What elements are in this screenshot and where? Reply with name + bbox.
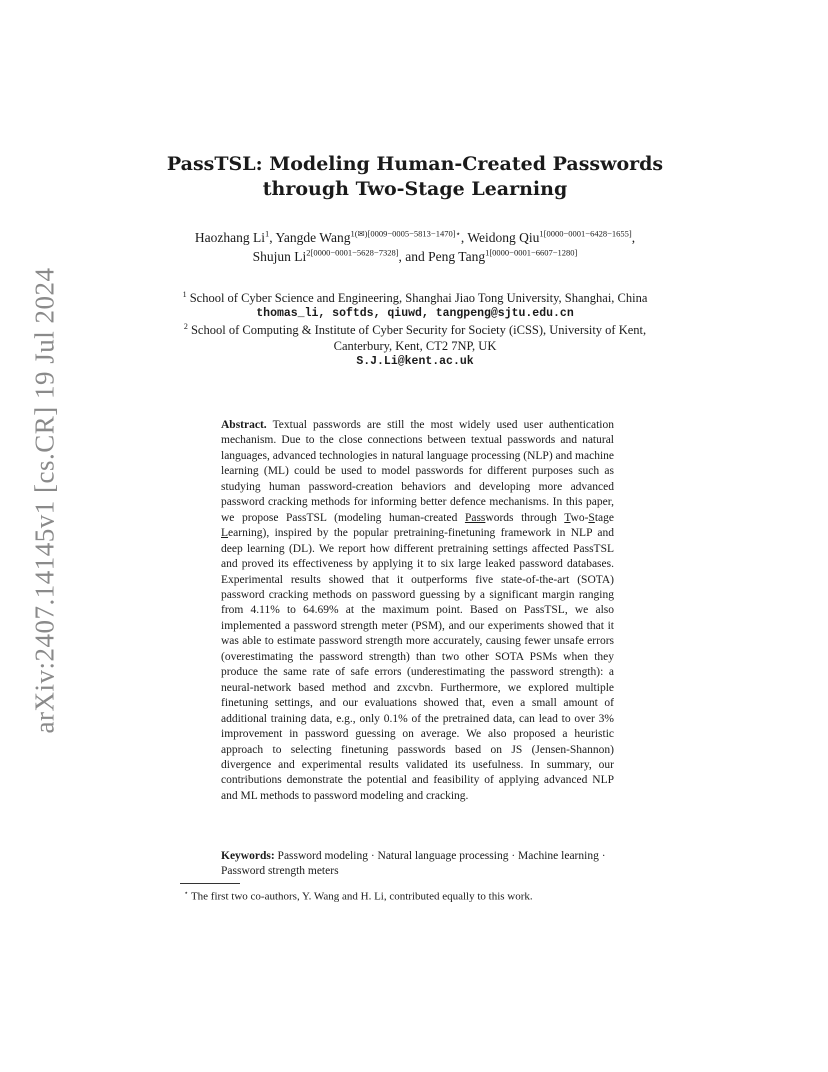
footnote-rule: [180, 883, 240, 884]
arxiv-side-stamp: [29, 267, 60, 733]
abstract-text: wo-: [570, 511, 589, 524]
abstract-text: earning), inspired by the popular pretraining-finetuning framework in NLP and deep learning (DL). We report how different pretraining settings affected PassTSL and proved its effectiveness by applying it to six large leaked password databases. Experimental results showed that it outperforms five state-of-the-art (SOTA) password cracking methods on password guessing by a significant margin ranging from 4.11% to 64.69% at the maximum point. Based on PassTSL, we also implemented a password strength meter (PSM), and our experiments showed that it was able to estimate password strength more accurately, causing fewer unsafe errors (overestimating the password strength) than two other SOTA PSMs when they produce the same rate of safe errors (underestimating the password strength): a neural-network based method and zxcvbn. Furthermore, we explored multiple finetuning settings, and our evaluations showed that, even a small amount of additional training data, e.g., only 0.1% of the pretrained data, can lead to over 3% improvement in password guessing on average. We also proposed a heuristic approach to selecting finetuning passwords based on JS (Jensen-Shannon) divergence and experimental results validated its usefulness. In summary, our contributions demonstrate the potential and feasibility of applying advanced NLP and ML methods to password modeling and cracking.: [221, 527, 614, 802]
affiliation-number: 2: [183, 321, 188, 331]
affiliation-email[interactable]: S.J.Li@kent.ac.uk: [356, 355, 474, 368]
author-orcid[interactable]: 1(✉)[0009−0005−5813−1470]: [350, 228, 456, 239]
title-line-1: PassTSL: Modeling Human-Created Passwords: [166, 153, 664, 175]
abstract-text: Textual passwords are still the most widely used user authentication mechanism. Due to the close connections between textual passwords and natural languages, advanced technologies in natural language processing (NLP) and machine learning (ML) could be used to model passwords for different purposes such as studying human password-creation behaviors and developing more advanced password cracking methods for informing better defence mechanisms. In this paper, we propose PassTSL (modeling human-created: [221, 419, 615, 524]
author-orcid[interactable]: 1[0000−0001−6428−1655]: [539, 228, 632, 239]
abstract-label: Abstract.: [221, 419, 267, 431]
keywords: [221, 849, 614, 880]
abstract: [221, 418, 614, 804]
affiliation-email[interactable]: thomas_li, softds, qiuwd, tangpeng@sjtu.edu.cn: [256, 307, 574, 320]
acronym-underline: Pass: [464, 511, 486, 524]
footnote-text: The first two co-authors, Y. Wang and H. Li, contributed equally to this work.: [190, 890, 533, 903]
affiliation-text: School of Computing & Institute of Cyber Security for Society (iCSS), University of Kent, Canterbury, Kent, CT2 7NP, UK: [190, 323, 647, 353]
title-line-2: through Two-Stage Learning: [262, 178, 568, 200]
paper-title: [150, 152, 680, 202]
acronym-underline: L: [221, 527, 229, 540]
author-list: Haozhang Li$^1$, Yangde Wang$^{1(✉)[0009-0005-5813-1470]⋆}$, Weidong Qiu$^{1[0000-0001-6428-1655]}$, Shujun $Li^{2[0000-0001-5628-7328]}$, and Peng Tang$^{1[0000-0001-6607-1280]}$: [194, 228, 636, 264]
acronym-underline: S: [588, 511, 595, 524]
author-name: Haozhang Li: [194, 230, 266, 245]
affiliation-2: [160, 322, 670, 354]
equal-contribution-mark: ⋆: [455, 228, 461, 239]
keywords-label: Keywords:: [221, 850, 275, 862]
author-orcid[interactable]: 2[0000−0001−5628−7328]: [306, 247, 399, 258]
author-name: Weidong Qiu: [467, 230, 540, 245]
affiliation-text: School of Cyber Science and Engineering, Shanghai Jiao Tong University, Shanghai, China: [189, 291, 648, 305]
abstract-text: words through: [485, 511, 565, 524]
author-name: Peng Tang: [428, 249, 486, 264]
acronym-underline: T: [564, 511, 571, 524]
author-orcid[interactable]: 1[0000−0001−6607−1280]: [485, 247, 578, 258]
affiliation-number: 1: [182, 289, 187, 299]
author-affiliation-mark: 1: [265, 228, 270, 239]
footnote: [184, 886, 654, 904]
abstract-text: tage: [594, 511, 614, 524]
author-name: Shujun Li: [252, 249, 307, 264]
author-name: Yangde Wang: [275, 230, 351, 245]
keywords-text: Password modeling · Natural language processing · Machine learning · Password strength meters: [221, 850, 606, 878]
affiliation-1: [160, 290, 670, 306]
affiliations: [160, 290, 670, 370]
arxiv-identifier[interactable]: arXiv:2407.14145v1 [cs.CR] 19 Jul 2024: [29, 267, 60, 733]
footnote-mark: ⋆: [184, 889, 189, 897]
